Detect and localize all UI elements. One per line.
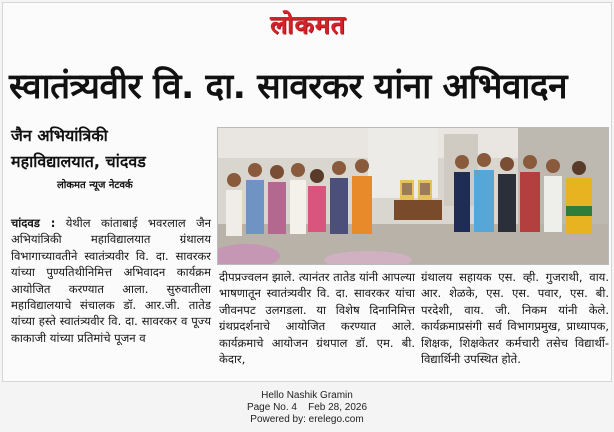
footer-page: Page No. 4 <box>246 402 297 413</box>
clipping-footer <box>0 390 614 426</box>
dateline: चांदवड : <box>11 216 56 230</box>
footer-edition: Hello Nashik Gramin <box>261 390 353 401</box>
footer-date: Feb 28, 2026 <box>308 402 368 413</box>
article-column-1 <box>11 215 211 346</box>
article-column-1-text: येथील कांताबाई भवरलाल जैन अभियांत्रिकी महाविद्यालयात ग्रंथालय विभागाच्यावतीने स्वातंत्र्यवीर वि. दा. सावरकर यांच्या पुण्यतिथीनिमित्त अभिवादन कार्यक्रम आयोजित करण्यात आला. सुरुवातीला महाविद्यालयाचे संचालक डॉ. आर.जी. तातेड यांच्या हस्ते स्वातंत्र्यवीर वि. दा. सावरकर व पूज्य काकाजी यांच्या प्रतिमांचे पूजन व <box>11 216 211 345</box>
byline: लोकमत न्यूज नेटवर्क <box>57 180 133 191</box>
subheadline-line-2: महाविद्यालयात, चांदवड <box>11 152 146 171</box>
article-column-3: ग्रंथालय सहायक एस. व्ही. गुजराथी, वाय. आर. शेळके, एस. एस. पवार, एस. बी. परदेशी, वाय. जी. निकम यांनी केले. कार्यक्रमाप्रसंगी सर्व विभागप्रमुख, प्राध्यापक, शिक्षक, शिक्षकेतर कर्मचारी तसेच विद्यार्थी-विद्यार्थिनी उपस्थित होते. <box>421 270 609 367</box>
masthead-logo: लोकमत <box>270 10 346 39</box>
article-column-2: दीपप्रज्वलन झाले. त्यानंतर तातेड यांनी आपल्या भाषणातून स्वातंत्र्यवीर वि. दा. सावरकर यांचा जीवनपट उलगडला. या विशेष दिनानिमित्त ग्रंथप्रदर्शनाचे आयोजित करण्यात आले. कार्यक्रमाचे आयोजन ग्रंथपाल डॉ. एम. बी. केदार, <box>219 270 415 367</box>
event-photo-illustration <box>218 128 609 265</box>
subheadline-line-1: जैन अभियांत्रिकी <box>11 126 108 145</box>
footer-page-date <box>0 402 614 414</box>
event-photo <box>217 127 609 265</box>
article-headline: स्वातंत्र्यवीर वि. दा. सावरकर यांना अभिवादन <box>9 67 567 107</box>
footer-powered-by: Powered by: erelego.com <box>250 414 364 425</box>
newspaper-clipping <box>2 2 612 382</box>
